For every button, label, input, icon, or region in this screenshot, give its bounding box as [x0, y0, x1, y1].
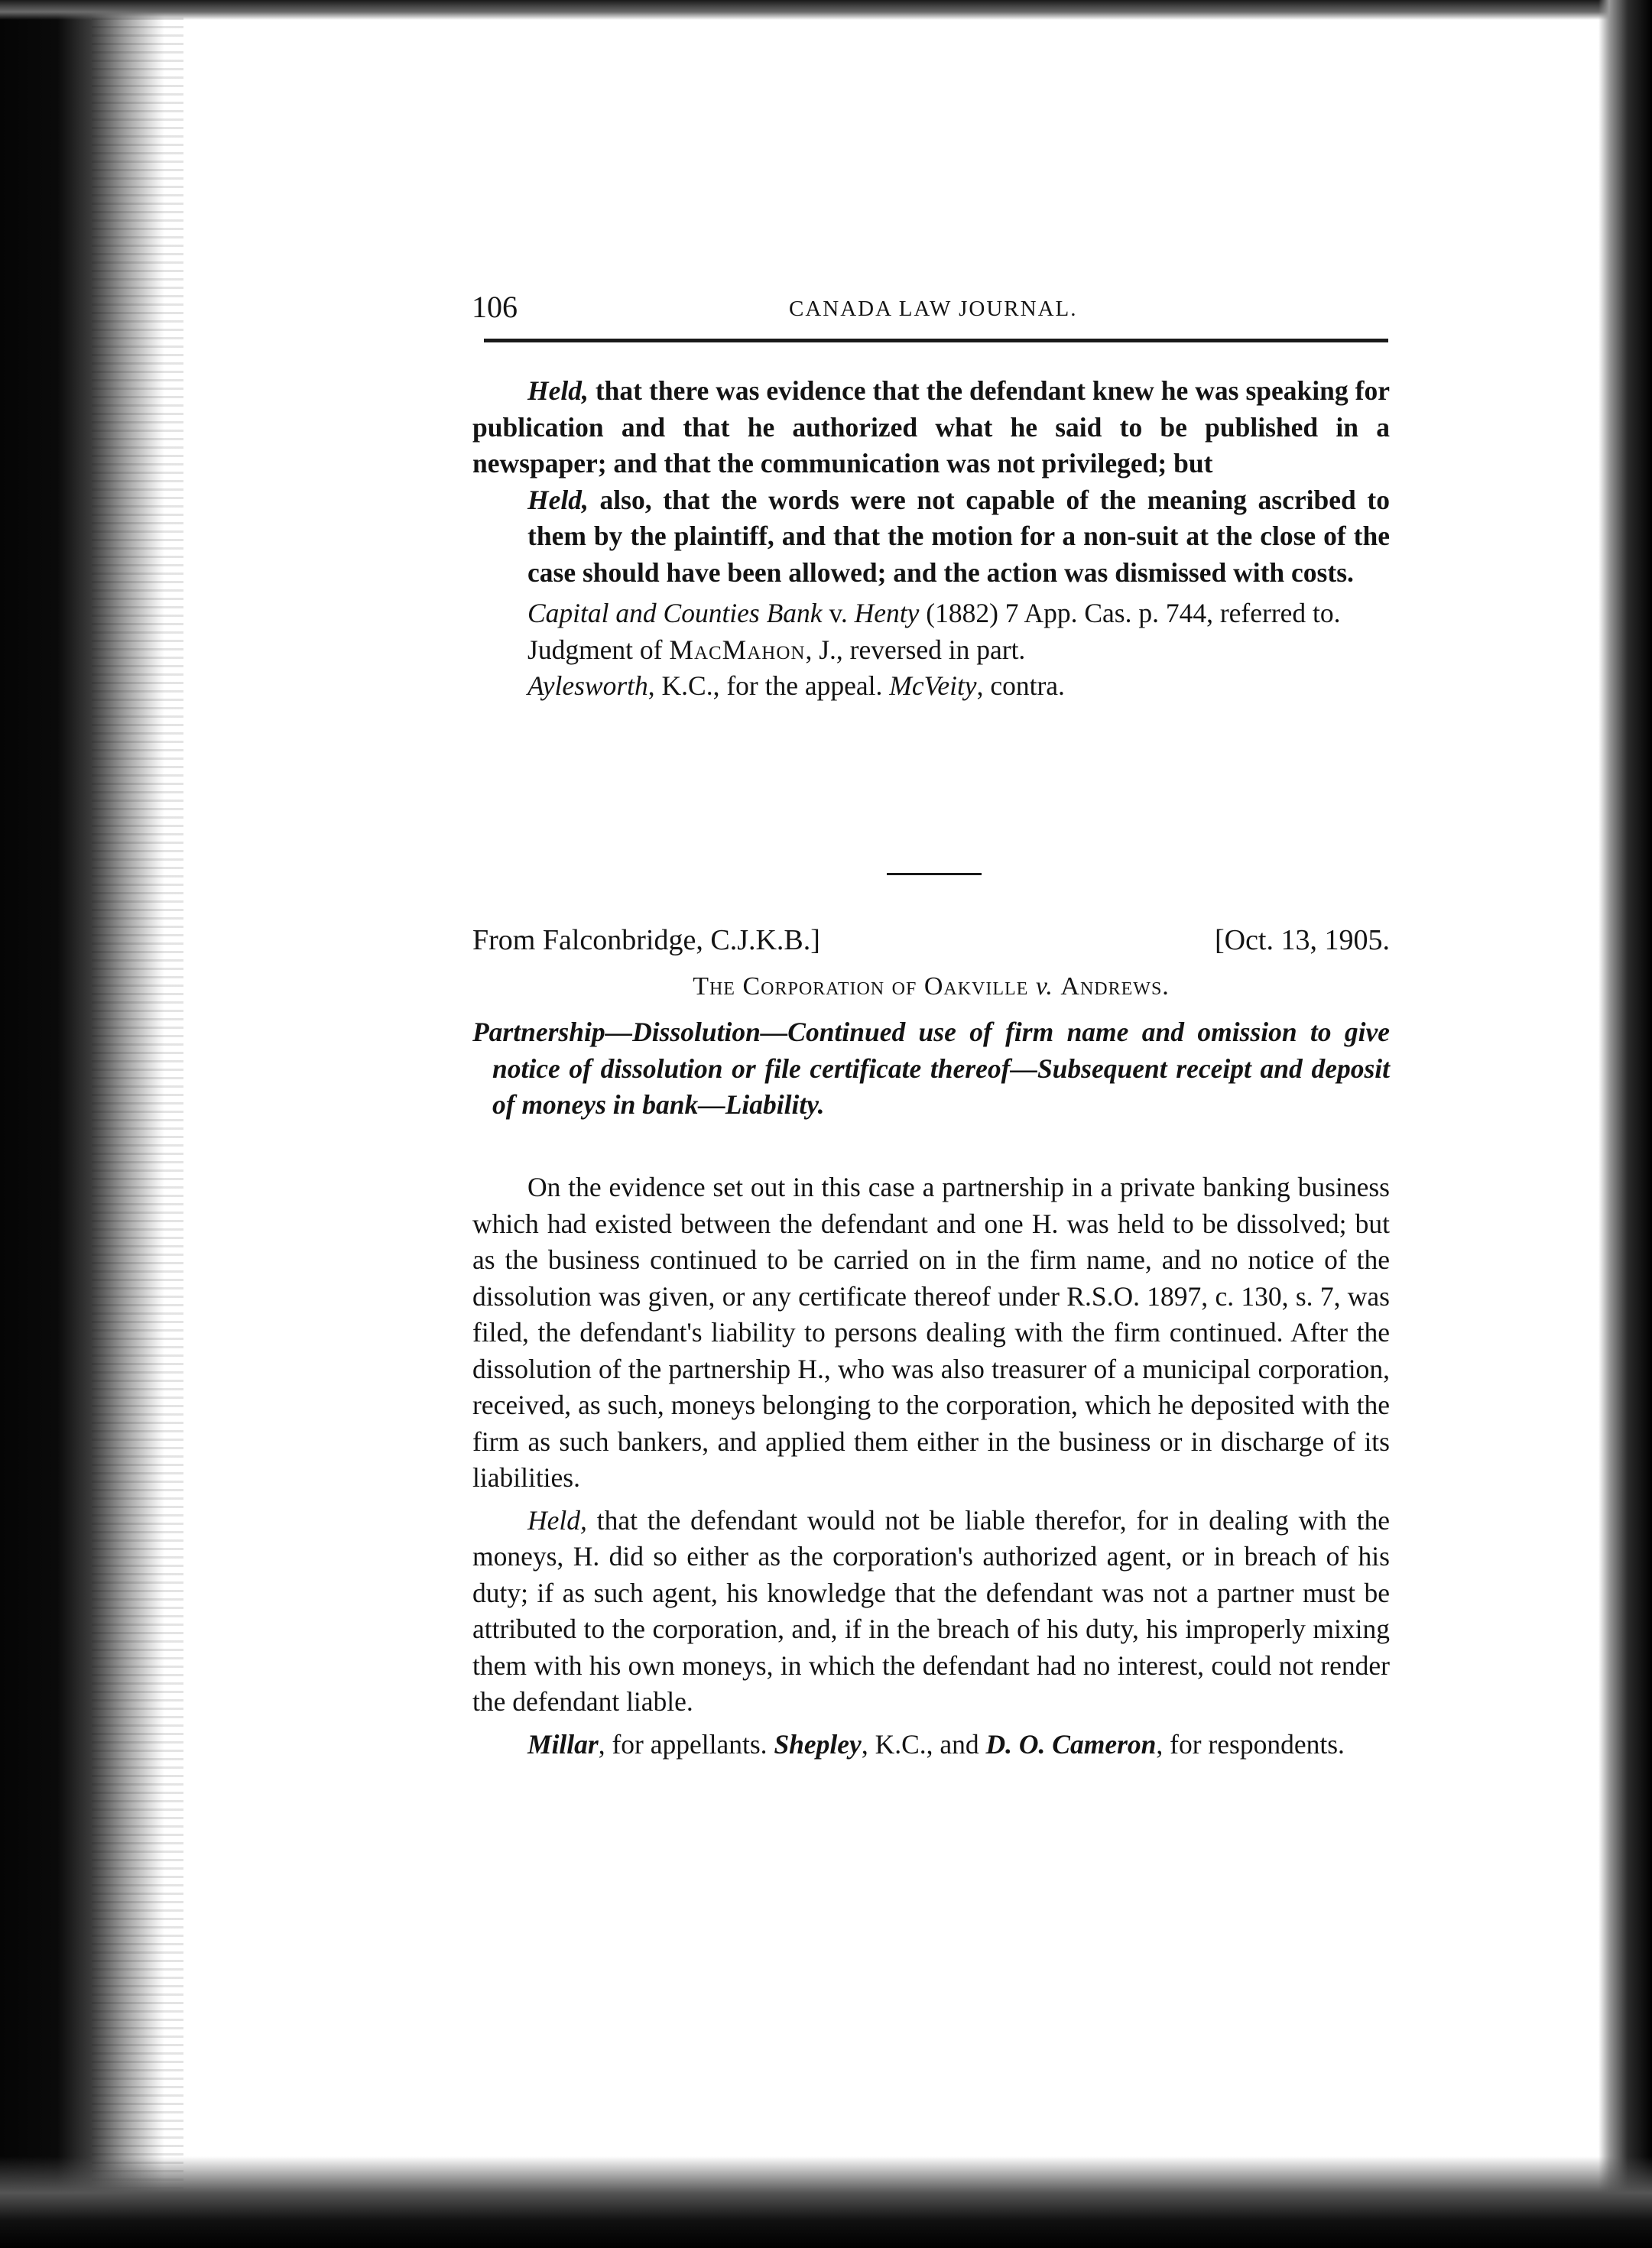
- counsel-paragraph: [472, 668, 1390, 705]
- page-header: [472, 289, 1387, 332]
- held-text: that the defendant would not be liable therefor, for in dealing with the moneys, H. did so either as the corporation's authorized agent, or in breach of his duty; if as such agent, his knowledge that the defendant was not a partner must be attributed to the corporation, and, if in the breach of his duty, his improperly mixing them with his own moneys, in which the defendant had no interest, could not render the defendant liable.: [472, 1504, 1390, 1717]
- case-title: [472, 969, 1390, 1004]
- held-lead: Held,: [527, 1504, 587, 1536]
- page-number: 106: [472, 290, 518, 324]
- counsel-name: D. O. Cameron: [985, 1728, 1157, 1760]
- held-lead: Held,: [527, 484, 589, 515]
- counsel-role: , K.C., for the appeal.: [647, 670, 890, 701]
- counsel-name: Millar: [527, 1728, 599, 1760]
- defendant-name: Andrews.: [1060, 972, 1170, 1001]
- holding-text: also, that the words were not capable of the meaning ascribed to them by the plaintiff, and that the motion for a non-suit at the close of the case should have been allowed; and the action was dismissed with costs.: [527, 484, 1390, 588]
- running-head: CANADA LAW JOURNAL.: [789, 297, 1078, 321]
- first-case: [472, 373, 1390, 705]
- plaintiff-name: The Corporation of Oakville: [693, 972, 1029, 1001]
- cited-case: Capital and Counties Bank: [527, 598, 823, 628]
- counsel-role: , contra.: [976, 670, 1065, 701]
- counsel-name: McVeity: [889, 670, 977, 701]
- counsel-name: Shepley: [774, 1728, 862, 1760]
- citation-reference: (1882) 7 App. Cas. p. 744, referred to.: [919, 598, 1341, 628]
- holding-text: that there was evidence that the defendant knew he was speaking for publication and that he authorized what he said to be published in a newspaper; and that the communication was not privileged; but: [472, 375, 1390, 478]
- counsel-role: , for respondents.: [1156, 1728, 1345, 1760]
- headnote: [472, 1014, 1390, 1124]
- holding-paragraph-2: [472, 482, 1390, 592]
- counsel-role: , for appellants.: [598, 1728, 774, 1760]
- lower-court: From Falconbridge, C.J.K.B.]: [472, 924, 820, 956]
- citation-paragraph: [472, 595, 1390, 632]
- section-divider: [887, 873, 982, 875]
- decision-date: [Oct. 13, 1905.: [1214, 924, 1390, 956]
- counsel-role: , K.C., and: [861, 1728, 986, 1760]
- judgment-paragraph: [472, 632, 1390, 669]
- second-case-body: [472, 1169, 1390, 1763]
- versus: v.: [1028, 972, 1061, 1001]
- held-lead: Held,: [527, 375, 589, 406]
- facts-paragraph: On the evidence set out in this case a partnership in a private banking business which had existed between the defendant and one H. was held to be dissolved; but as the business continued to be carried on in the firm name, and no notice of the dissolution was given, or any certificate thereof under R.S.O. 1897, c. 130, s. 7, was filed, the defendant's liability to persons dealing with the firm continued. After the dissolution of the partnership H., who was also treasurer of a municipal corporation, received, as such, moneys belonging to the corporation, which he deposited with the firm as such bankers, and applied them either in the business or in discharge of its liabilities.: [472, 1172, 1390, 1493]
- counsel-paragraph: [472, 1727, 1390, 1763]
- header-rule: [484, 339, 1388, 342]
- held-paragraph: [472, 1503, 1390, 1721]
- holding-paragraph-1: [472, 373, 1390, 482]
- judge-name: MacMahon: [669, 634, 806, 665]
- counsel-name: Aylesworth: [527, 670, 648, 701]
- versus: v.: [822, 598, 855, 628]
- headnote-text: Partnership—Dissolution—Continued use of firm name and omission to give notice of dissolution or file certificate thereof—Subsequent receipt and deposit of moneys in bank—Liability.: [472, 1017, 1390, 1120]
- cited-party: Henty: [854, 598, 920, 628]
- judgment-suffix: , J., reversed in part.: [805, 634, 1026, 665]
- judgment-prefix: Judgment of: [527, 634, 670, 665]
